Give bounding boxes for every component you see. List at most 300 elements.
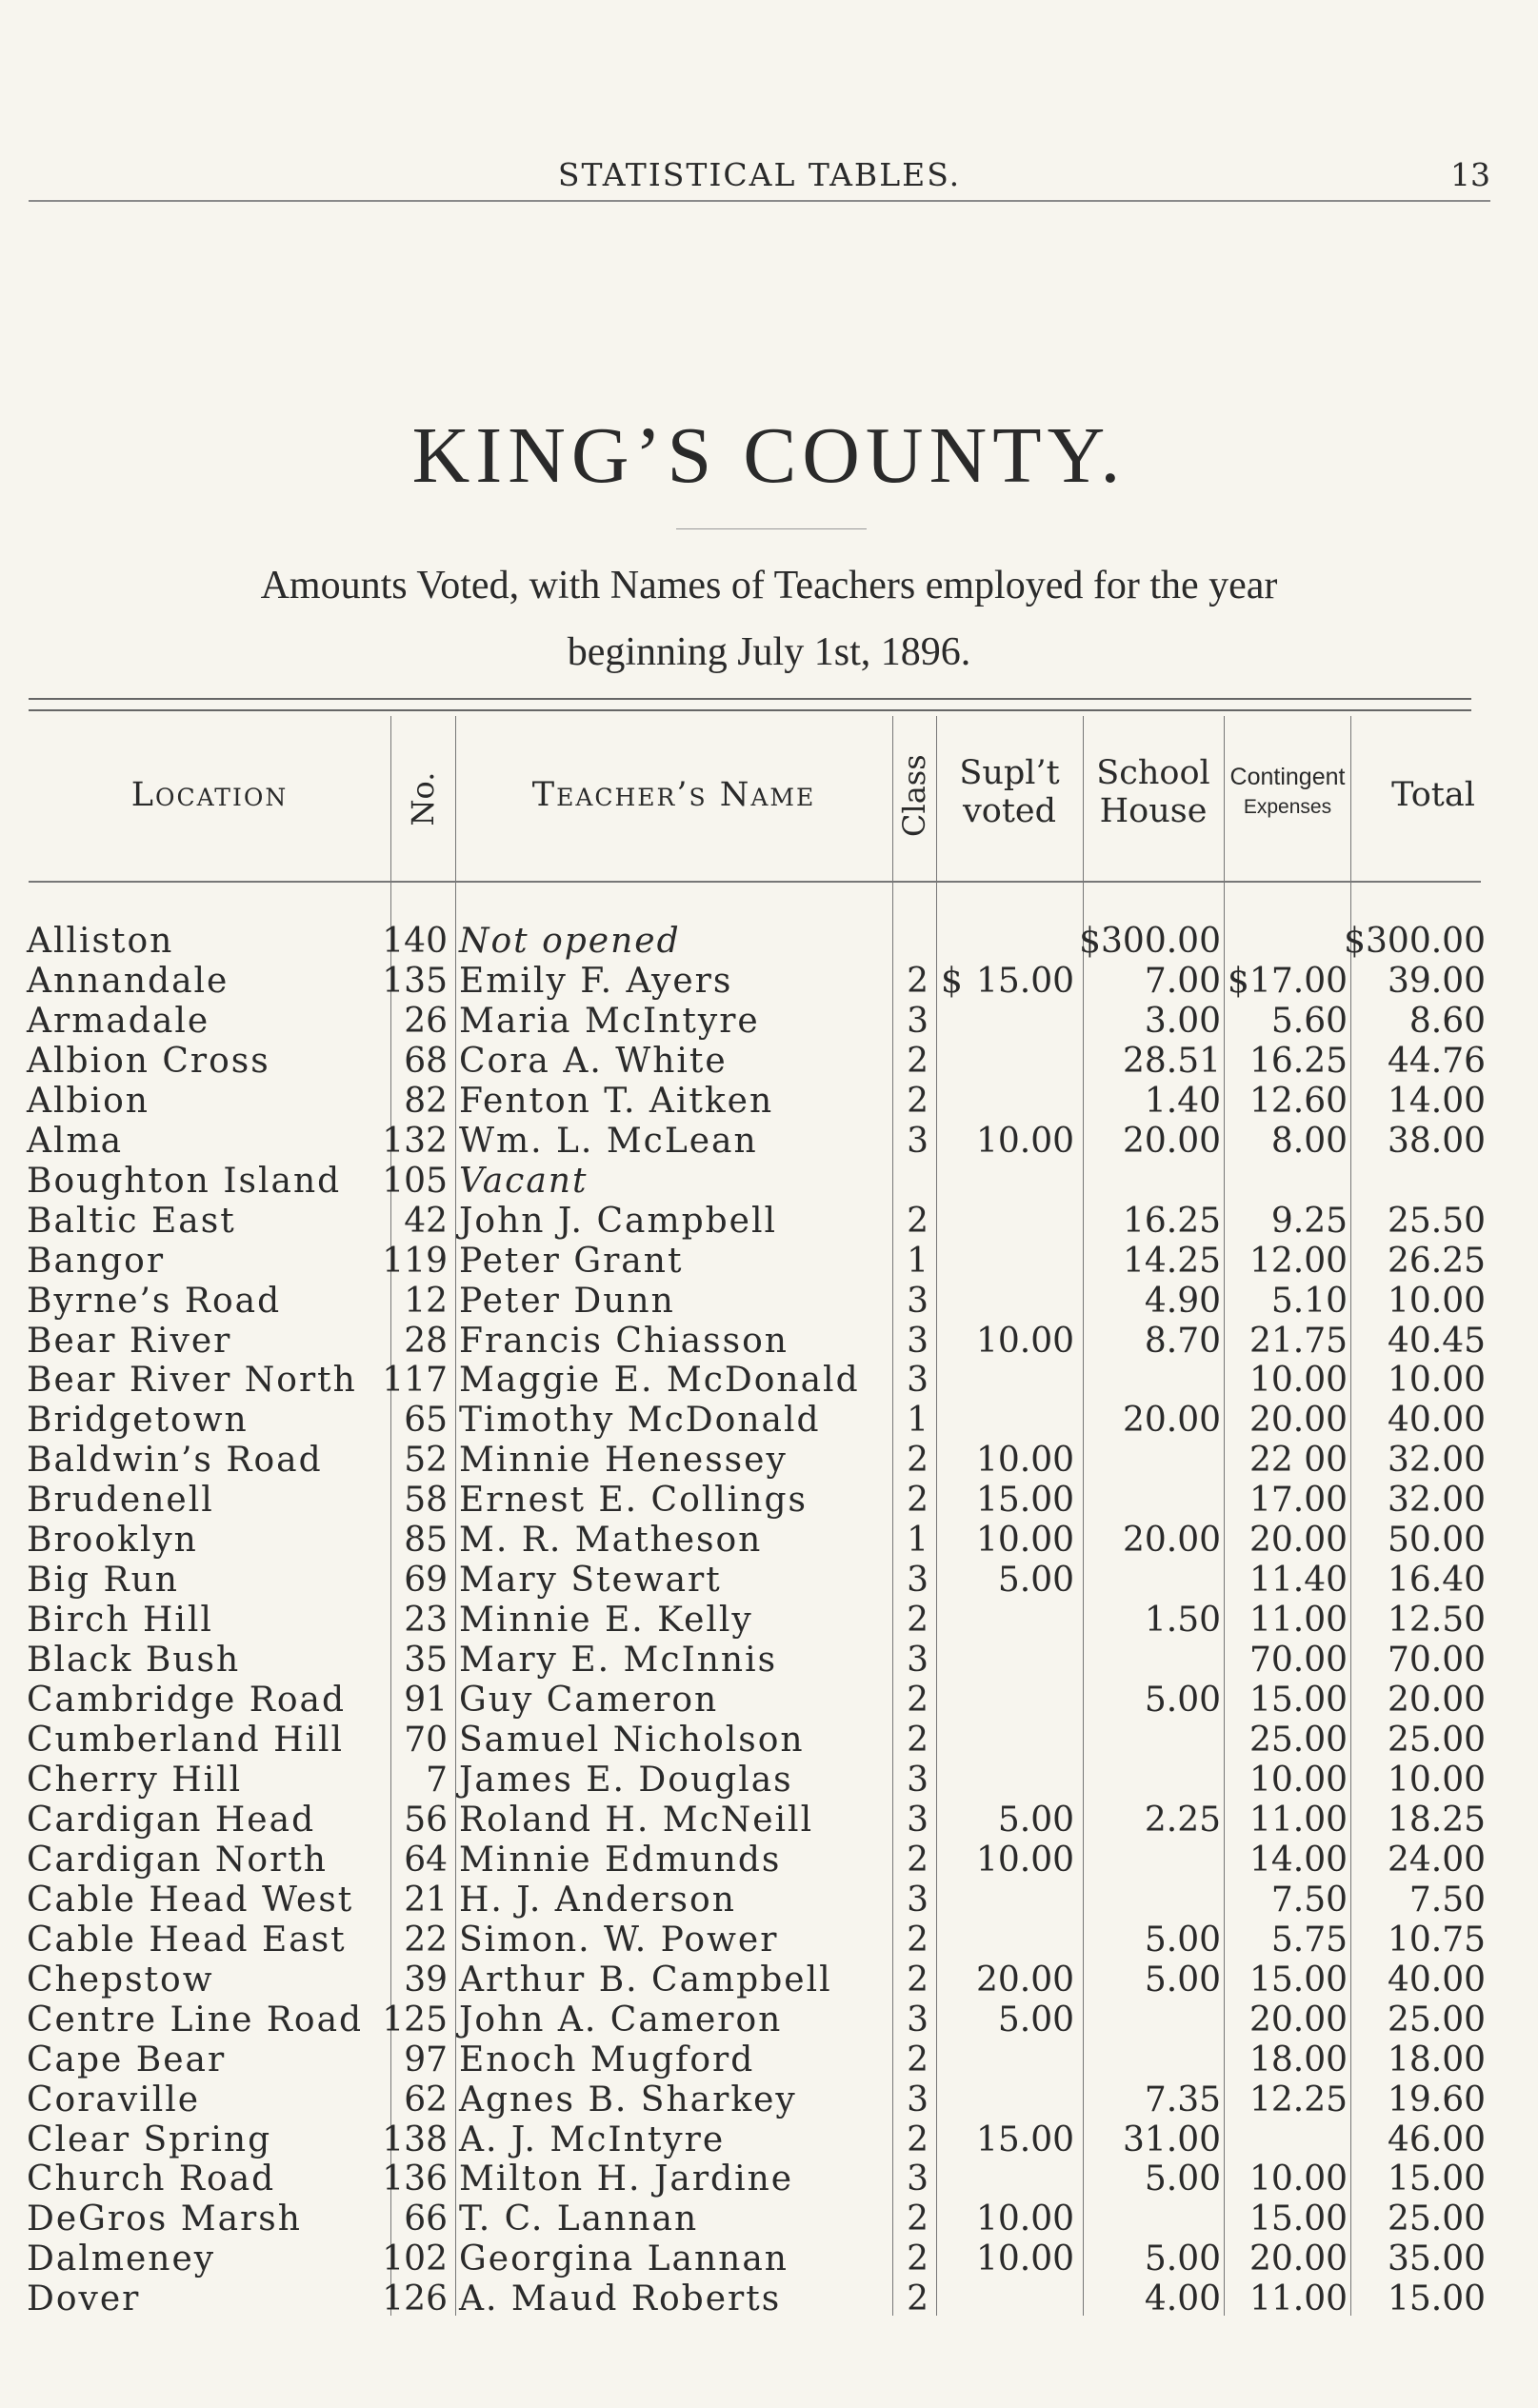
cell-class: 2 xyxy=(907,1920,929,1960)
cell-teacher: Maria McIntyre xyxy=(459,1001,760,1041)
cell-number: 138 xyxy=(382,2119,448,2159)
cell-class: 2 xyxy=(907,1201,929,1241)
cell-teacher: Roland H. McNeill xyxy=(459,1800,814,1840)
table-row xyxy=(0,2159,1538,2199)
cell-teacher: James E. Douglas xyxy=(459,1760,793,1800)
cell-location: Bridgetown xyxy=(27,1401,249,1441)
cell-teacher: John J. Campbell xyxy=(459,1201,778,1241)
cell-number: 52 xyxy=(404,1441,448,1481)
cell-location: Brooklyn xyxy=(27,1521,198,1561)
cell-number: 62 xyxy=(404,2080,448,2119)
cell-location: Baldwin’s Road xyxy=(27,1441,323,1481)
cell-location: Cape Bear xyxy=(27,2040,227,2080)
cell-location: Byrne’s Road xyxy=(27,1281,282,1321)
cell-location: Annandale xyxy=(27,961,230,1001)
cell-class: 3 xyxy=(907,2159,929,2199)
page-number: 13 xyxy=(1450,156,1490,193)
cell-location: Alliston xyxy=(27,922,174,961)
cell-contingent: 15.00 xyxy=(1248,1960,1348,2000)
cell-class: 1 xyxy=(907,1241,929,1281)
header-suplt-voted xyxy=(938,754,1081,830)
cell-number: 22 xyxy=(404,1920,448,1960)
cell-suplt-voted: 15.00 xyxy=(975,961,1074,1001)
header-contingent-line1: Contingent xyxy=(1229,764,1346,790)
cell-number: 136 xyxy=(382,2159,448,2199)
table-row xyxy=(0,1641,1538,1681)
cell-total: 26.25 xyxy=(1387,1241,1486,1281)
table-row xyxy=(0,1601,1538,1641)
cell-number: 69 xyxy=(404,1561,448,1601)
cell-number: 126 xyxy=(382,2279,448,2319)
cell-class: 2 xyxy=(907,1481,929,1521)
cell-teacher: Francis Chiasson xyxy=(459,1321,789,1361)
table-top-rule-inner xyxy=(29,709,1471,711)
cell-total: 44.76 xyxy=(1387,1041,1486,1081)
subtitle-line-1: Amounts Voted, with Names of Teachers employed for the year xyxy=(260,564,1278,607)
cell-contingent: 20.00 xyxy=(1248,2239,1348,2279)
cell-number: 23 xyxy=(404,1601,448,1641)
table-row xyxy=(0,1042,1538,1082)
cell-school-house: 5.00 xyxy=(1144,1960,1221,2000)
cell-number: 85 xyxy=(404,1521,448,1561)
cell-teacher: Wm. L. McLean xyxy=(459,1121,758,1161)
cell-number: 135 xyxy=(382,961,448,1001)
cell-number: 28 xyxy=(404,1321,448,1361)
cell-school-house: $300.00 xyxy=(1079,922,1221,961)
cell-contingent: 10.00 xyxy=(1248,1361,1348,1401)
cell-number: 26 xyxy=(404,1001,448,1041)
cell-contingent: 10.00 xyxy=(1248,2159,1348,2199)
cell-location: Baltic East xyxy=(27,1201,236,1241)
cell-number: 102 xyxy=(382,2239,448,2279)
cell-teacher: Samuel Nicholson xyxy=(459,1721,805,1760)
table-row xyxy=(0,1681,1538,1721)
cell-contingent: 16.25 xyxy=(1248,1041,1348,1081)
cell-contingent: 20.00 xyxy=(1248,1521,1348,1561)
cell-location: Alma xyxy=(27,1121,124,1161)
cell-contingent: 11.40 xyxy=(1248,1561,1348,1601)
cell-class: 2 xyxy=(907,1041,929,1081)
cell-teacher: Timothy McDonald xyxy=(459,1401,821,1441)
cell-contingent: 18.00 xyxy=(1248,2040,1348,2080)
cell-total: 50.00 xyxy=(1387,1521,1486,1561)
cell-location: Albion Cross xyxy=(27,1041,270,1081)
cell-suplt-voted: 20.00 xyxy=(975,1960,1074,2000)
cell-total: 25.00 xyxy=(1387,2000,1486,2040)
cell-total: 40.00 xyxy=(1387,1960,1486,2000)
cell-number: 119 xyxy=(382,1241,448,1281)
cell-number: 66 xyxy=(404,2199,448,2239)
cell-location: Bangor xyxy=(27,1241,166,1281)
cell-teacher: Simon. W. Power xyxy=(459,1920,779,1960)
header-contingent-line2: Expenses xyxy=(1243,796,1332,818)
cell-number: 35 xyxy=(404,1641,448,1681)
cell-class: 2 xyxy=(907,2119,929,2159)
table-row xyxy=(0,2000,1538,2040)
cell-school-house: 14.25 xyxy=(1122,1241,1221,1281)
table-row xyxy=(0,1082,1538,1122)
cell-currency: $ xyxy=(941,961,963,1001)
cell-class: 3 xyxy=(907,1641,929,1681)
header-school-house xyxy=(1083,754,1224,830)
cell-suplt-voted: 10.00 xyxy=(975,2239,1074,2279)
table-row xyxy=(0,1881,1538,1920)
cell-total: 25.00 xyxy=(1387,1721,1486,1760)
cell-school-house: 7.35 xyxy=(1144,2080,1221,2119)
cell-contingent: 20.00 xyxy=(1248,1401,1348,1441)
cell-school-house: 1.50 xyxy=(1144,1601,1221,1641)
cell-class: 2 xyxy=(907,1441,929,1481)
cell-contingent: 17.00 xyxy=(1248,1481,1348,1521)
cell-total: 7.50 xyxy=(1408,1880,1486,1920)
title-divider xyxy=(676,528,867,529)
cell-teacher: Cora A. White xyxy=(459,1041,728,1081)
cell-suplt-voted: 10.00 xyxy=(975,1840,1074,1880)
cell-contingent: 11.00 xyxy=(1248,2279,1348,2319)
cell-contingent: 25.00 xyxy=(1248,1721,1348,1760)
cell-total: 8.60 xyxy=(1408,1001,1486,1041)
cell-teacher: Minnie E. Kelly xyxy=(459,1601,753,1641)
cell-contingent: 8.00 xyxy=(1270,1121,1348,1161)
cell-school-house: 20.00 xyxy=(1122,1121,1221,1161)
cell-location: Cumberland Hill xyxy=(27,1721,345,1760)
cell-class: 3 xyxy=(907,1281,929,1321)
cell-contingent: 5.75 xyxy=(1270,1920,1348,1960)
cell-teacher: Georgina Lannan xyxy=(459,2239,789,2279)
table-row xyxy=(0,1920,1538,1960)
cell-class: 2 xyxy=(907,2279,929,2319)
table-row xyxy=(0,1960,1538,2000)
cell-teacher: Arthur B. Campbell xyxy=(459,1960,832,2000)
cell-total: 32.00 xyxy=(1387,1481,1486,1521)
header-suplt-line2: voted xyxy=(962,792,1057,830)
cell-teacher: Peter Dunn xyxy=(459,1281,675,1321)
cell-school-house: 2.25 xyxy=(1144,1800,1221,1840)
cell-school-house: 28.51 xyxy=(1122,1041,1221,1081)
cell-class: 2 xyxy=(907,961,929,1001)
cell-class: 2 xyxy=(907,1601,929,1641)
cell-total: 25.50 xyxy=(1387,1201,1486,1241)
cell-total: 39.00 xyxy=(1387,961,1486,1001)
table-row xyxy=(0,1162,1538,1202)
cell-teacher: John A. Cameron xyxy=(459,2000,783,2040)
cell-teacher: Enoch Mugford xyxy=(459,2040,755,2080)
cell-suplt-voted: 5.00 xyxy=(997,1561,1074,1601)
cell-contingent: $17.00 xyxy=(1228,961,1348,1001)
cell-school-house: 5.00 xyxy=(1144,1920,1221,1960)
header-teacher: Teacher’s Name xyxy=(531,776,816,814)
cell-location: Cardigan Head xyxy=(27,1800,316,1840)
cell-total: 40.00 xyxy=(1387,1401,1486,1441)
cell-teacher: Not opened xyxy=(459,922,681,961)
cell-teacher: Emily F. Ayers xyxy=(459,961,733,1001)
cell-number: 125 xyxy=(382,2000,448,2040)
cell-total: 24.00 xyxy=(1387,1840,1486,1880)
cell-school-house: 8.70 xyxy=(1144,1321,1221,1361)
cell-total: 19.60 xyxy=(1387,2080,1486,2119)
cell-school-house: 1.40 xyxy=(1144,1081,1221,1121)
cell-contingent: 11.00 xyxy=(1248,1601,1348,1641)
table-row xyxy=(0,2040,1538,2080)
cell-teacher: H. J. Anderson xyxy=(459,1880,736,1920)
subtitle xyxy=(95,552,1443,686)
cell-teacher: Guy Cameron xyxy=(459,1681,719,1721)
running-head xyxy=(29,152,1490,202)
cell-total: 38.00 xyxy=(1387,1121,1486,1161)
table-row xyxy=(0,1721,1538,1761)
table-row xyxy=(0,2279,1538,2319)
cell-contingent: 20.00 xyxy=(1248,2000,1348,2040)
table-row xyxy=(0,1521,1538,1561)
table-row xyxy=(0,1761,1538,1801)
cell-contingent: 15.00 xyxy=(1248,2199,1348,2239)
cell-teacher: Milton H. Jardine xyxy=(459,2159,794,2199)
cell-teacher: Minnie Henessey xyxy=(459,1441,788,1481)
cell-class: 3 xyxy=(907,1001,929,1041)
cell-teacher: Mary E. McInnis xyxy=(459,1641,778,1681)
cell-location: Cable Head West xyxy=(27,1880,354,1920)
cell-contingent: 7.50 xyxy=(1270,1880,1348,1920)
cell-contingent: 70.00 xyxy=(1248,1641,1348,1681)
cell-total: 46.00 xyxy=(1387,2119,1486,2159)
cell-contingent: 21.75 xyxy=(1248,1321,1348,1361)
running-head-title: STATISTICAL TABLES. xyxy=(557,156,962,193)
table-row xyxy=(0,1242,1538,1282)
cell-teacher: A. J. McIntyre xyxy=(459,2119,726,2159)
cell-school-house: 5.00 xyxy=(1144,2159,1221,2199)
cell-location: Armadale xyxy=(27,1001,210,1041)
cell-number: 7 xyxy=(426,1760,448,1800)
cell-teacher: Agnes B. Sharkey xyxy=(459,2080,797,2119)
cell-suplt-voted: 10.00 xyxy=(975,1521,1074,1561)
cell-location: Black Bush xyxy=(27,1641,241,1681)
cell-contingent: 5.10 xyxy=(1270,1281,1348,1321)
cell-class: 3 xyxy=(907,1800,929,1840)
cell-contingent: 12.00 xyxy=(1248,1241,1348,1281)
cell-teacher: Ernest E. Collings xyxy=(459,1481,808,1521)
cell-suplt-voted: 5.00 xyxy=(997,2000,1074,2040)
cell-number: 105 xyxy=(382,1161,448,1201)
cell-teacher: T. C. Lannan xyxy=(459,2199,699,2239)
cell-school-house: 5.00 xyxy=(1144,2239,1221,2279)
cell-class: 2 xyxy=(907,2040,929,2080)
cell-total: 15.00 xyxy=(1387,2279,1486,2319)
table-row xyxy=(0,1202,1538,1242)
cell-number: 117 xyxy=(382,1361,448,1401)
cell-total: 20.00 xyxy=(1387,1681,1486,1721)
header-class: Class xyxy=(896,754,932,837)
cell-total: 25.00 xyxy=(1387,2199,1486,2239)
cell-class: 2 xyxy=(907,2199,929,2239)
cell-school-house: 20.00 xyxy=(1122,1401,1221,1441)
cell-total: 15.00 xyxy=(1387,2159,1486,2199)
cell-total: 35.00 xyxy=(1387,2239,1486,2279)
cell-location: Cambridge Road xyxy=(27,1681,347,1721)
cell-class: 1 xyxy=(907,1521,929,1561)
cell-location: Cherry Hill xyxy=(27,1760,243,1800)
cell-location: Clear Spring xyxy=(27,2119,272,2159)
cell-location: Brudenell xyxy=(27,1481,214,1521)
cell-location: Dalmeney xyxy=(27,2239,216,2279)
header-school-line2: House xyxy=(1099,792,1208,830)
cell-contingent: 5.60 xyxy=(1270,1001,1348,1041)
table-row xyxy=(0,1801,1538,1841)
cell-class: 2 xyxy=(907,1721,929,1760)
table-top-rule xyxy=(29,698,1471,700)
cell-total: 10.00 xyxy=(1387,1760,1486,1800)
cell-contingent: 15.00 xyxy=(1248,1681,1348,1721)
table-row xyxy=(0,1322,1538,1362)
cell-school-house: 4.90 xyxy=(1144,1281,1221,1321)
cell-class: 3 xyxy=(907,1760,929,1800)
cell-suplt-voted: 10.00 xyxy=(975,1321,1074,1361)
cell-suplt-voted: 5.00 xyxy=(997,1800,1074,1840)
cell-class: 2 xyxy=(907,1081,929,1121)
table-row xyxy=(0,1441,1538,1481)
cell-class: 3 xyxy=(907,1121,929,1161)
table-row xyxy=(0,1002,1538,1042)
table-row xyxy=(0,962,1538,1002)
cell-number: 97 xyxy=(404,2040,448,2080)
cell-number: 12 xyxy=(404,1281,448,1321)
cell-location: Big Run xyxy=(27,1561,179,1601)
cell-total: $300.00 xyxy=(1344,922,1486,961)
cell-number: 65 xyxy=(404,1401,448,1441)
cell-total: 70.00 xyxy=(1387,1641,1486,1681)
cell-suplt-voted: 15.00 xyxy=(975,2119,1074,2159)
cell-location: Birch Hill xyxy=(27,1601,213,1641)
cell-location: Centre Line Road xyxy=(27,2000,364,2040)
cell-teacher: A. Maud Roberts xyxy=(459,2279,782,2319)
cell-contingent: 12.25 xyxy=(1248,2080,1348,2119)
cell-number: 82 xyxy=(404,1081,448,1121)
cell-number: 70 xyxy=(404,1721,448,1760)
cell-class: 2 xyxy=(907,2239,929,2279)
cell-total: 18.00 xyxy=(1387,2040,1486,2080)
table-row xyxy=(0,1841,1538,1881)
cell-location: Cable Head East xyxy=(27,1920,347,1960)
cell-suplt-voted: 10.00 xyxy=(975,1121,1074,1161)
cell-contingent: 22 00 xyxy=(1248,1441,1348,1481)
cell-total: 32.00 xyxy=(1387,1441,1486,1481)
table-row xyxy=(0,1481,1538,1521)
cell-location: Albion xyxy=(27,1081,150,1121)
cell-location: Dover xyxy=(27,2279,141,2319)
cell-location: DeGros Marsh xyxy=(27,2199,302,2239)
table-row xyxy=(0,1282,1538,1322)
county-title: KING’S COUNTY. xyxy=(411,411,1127,500)
cell-class: 3 xyxy=(907,2080,929,2119)
cell-total: 10.00 xyxy=(1387,1361,1486,1401)
cell-class: 3 xyxy=(907,2000,929,2040)
table-row xyxy=(0,2239,1538,2279)
cell-teacher: Minnie Edmunds xyxy=(459,1840,782,1880)
header-location: Location xyxy=(130,776,289,814)
cell-teacher: Fenton T. Aitken xyxy=(459,1081,774,1121)
cell-number: 42 xyxy=(404,1201,448,1241)
cell-number: 64 xyxy=(404,1840,448,1880)
subtitle-line-2: beginning July 1st, 1896. xyxy=(567,630,971,674)
cell-class: 2 xyxy=(907,1681,929,1721)
cell-contingent: 9.25 xyxy=(1270,1201,1348,1241)
cell-class: 2 xyxy=(907,1840,929,1880)
cell-suplt-voted: 10.00 xyxy=(975,1441,1074,1481)
cell-number: 132 xyxy=(382,1121,448,1161)
table-row xyxy=(0,1361,1538,1401)
table-row xyxy=(0,2120,1538,2160)
cell-school-house: 5.00 xyxy=(1144,1681,1221,1721)
cell-contingent: 14.00 xyxy=(1248,1840,1348,1880)
cell-number: 56 xyxy=(404,1800,448,1840)
cell-number: 68 xyxy=(404,1041,448,1081)
cell-location: Chepstow xyxy=(27,1960,214,2000)
cell-total: 14.00 xyxy=(1387,1081,1486,1121)
cell-class: 3 xyxy=(907,1321,929,1361)
cell-school-house: 20.00 xyxy=(1122,1521,1221,1561)
table-row xyxy=(0,2199,1538,2239)
cell-class: 1 xyxy=(907,1401,929,1441)
cell-number: 39 xyxy=(404,1960,448,2000)
table-row xyxy=(0,922,1538,962)
header-no: No. xyxy=(405,771,441,826)
table-row xyxy=(0,2080,1538,2120)
cell-class: 3 xyxy=(907,1361,929,1401)
cell-number: 58 xyxy=(404,1481,448,1521)
cell-class: 3 xyxy=(907,1561,929,1601)
header-contingent-expenses xyxy=(1225,762,1350,823)
cell-location: Bear River xyxy=(27,1321,232,1361)
cell-location: Bear River North xyxy=(27,1361,357,1401)
header-suplt-line1: Supl’t xyxy=(959,754,1060,792)
cell-contingent: 11.00 xyxy=(1248,1800,1348,1840)
cell-teacher: Maggie E. McDonald xyxy=(459,1361,860,1401)
cell-suplt-voted: 10.00 xyxy=(975,2199,1074,2239)
cell-total: 10.00 xyxy=(1387,1281,1486,1321)
cell-suplt-voted: 15.00 xyxy=(975,1481,1074,1521)
cell-location: Coraville xyxy=(27,2080,201,2119)
cell-school-house: 31.00 xyxy=(1122,2119,1221,2159)
cell-school-house: 16.25 xyxy=(1122,1201,1221,1241)
cell-location: Cardigan North xyxy=(27,1840,328,1880)
table-header-rule xyxy=(29,881,1481,883)
cell-number: 140 xyxy=(382,922,448,961)
cell-contingent: 10.00 xyxy=(1248,1760,1348,1800)
cell-teacher: Vacant xyxy=(459,1161,589,1201)
cell-school-house: 3.00 xyxy=(1144,1001,1221,1041)
cell-total: 12.50 xyxy=(1387,1601,1486,1641)
cell-total: 10.75 xyxy=(1387,1920,1486,1960)
header-school-line1: School xyxy=(1096,754,1210,792)
table-row xyxy=(0,1401,1538,1441)
cell-location: Church Road xyxy=(27,2159,276,2199)
cell-location: Boughton Island xyxy=(27,1161,342,1201)
cell-total: 18.25 xyxy=(1387,1800,1486,1840)
cell-number: 21 xyxy=(404,1880,448,1920)
cell-teacher: Mary Stewart xyxy=(459,1561,722,1601)
cell-total: 40.45 xyxy=(1387,1321,1486,1361)
cell-contingent: 12.60 xyxy=(1248,1081,1348,1121)
cell-class: 2 xyxy=(907,1960,929,2000)
header-total: Total xyxy=(1391,776,1475,814)
cell-teacher: M. R. Matheson xyxy=(459,1521,763,1561)
cell-school-house: 4.00 xyxy=(1144,2279,1221,2319)
table-row xyxy=(0,1122,1538,1162)
cell-school-house: 7.00 xyxy=(1144,961,1221,1001)
cell-class: 3 xyxy=(907,1880,929,1920)
cell-teacher: Peter Grant xyxy=(459,1241,684,1281)
table-row xyxy=(0,1561,1538,1601)
cell-number: 91 xyxy=(404,1681,448,1721)
